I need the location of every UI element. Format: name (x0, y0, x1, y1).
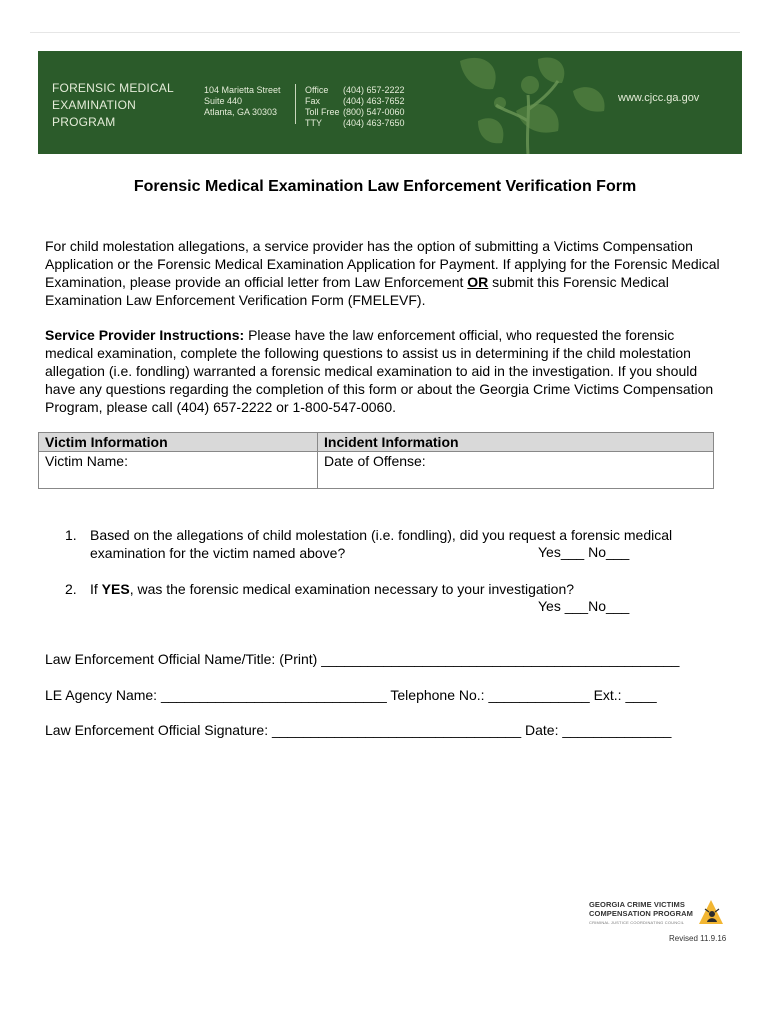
banner-divider (295, 84, 296, 124)
official-name-title-field[interactable]: Law Enforcement Official Name/Title: (Print) ______________________________________________ (45, 651, 680, 667)
or-emphasis: OR (467, 274, 489, 290)
website-link[interactable]: www.cjcc.ga.gov (618, 92, 700, 104)
contact-numbers (305, 85, 405, 129)
program-address: 104 Marietta Street Suite 440 Atlanta, GA 30303 (204, 85, 281, 117)
victim-column (45, 433, 315, 488)
leaf-illustration (438, 51, 638, 154)
incident-info-header: Incident Information (324, 434, 459, 450)
header-banner (38, 51, 742, 154)
gcvcp-emblem-icon (697, 898, 725, 926)
revision-date: Revised 11.9.16 (669, 934, 727, 943)
information-table (38, 432, 714, 489)
contact-office: Office (404) 657-2222 (305, 85, 405, 95)
page-top-rule (30, 32, 740, 33)
question-2-yes-no[interactable]: Yes ___No___ (538, 598, 630, 614)
form-title: Forensic Medical Examination Law Enforcement Verification Form (133, 178, 637, 195)
contact-toll-free: Toll Free (800) 547-0060 (305, 107, 405, 117)
incident-column (324, 433, 704, 488)
victim-name-field[interactable]: Victim Name: (45, 453, 128, 469)
program-name: FORENSIC MEDICAL EXAMINATION PROGRAM (52, 81, 174, 129)
contact-fax: Fax (404) 463-7652 (305, 96, 405, 106)
question-1-yes-no[interactable]: Yes___ No___ (538, 544, 630, 560)
agency-phone-ext-field[interactable]: LE Agency Name: _____________________________ Telephone No.: _____________ Ext.: ____ (45, 687, 657, 703)
contact-tty: TTY (404) 463-7650 (305, 118, 405, 128)
instructions-paragraph: Service Provider Instructions: Please have the law enforcement official, who requested the forensic medical examination, complete the following questions to assist us in determining if the child molestation allegation (i.e. fondling) warranted a forensic medical examination to aid in the investigation. If you should have any questions regarding the completion of this form or about the Georgia Crime Victims Compensation Program, please call (404) 657-2222 or 1-800-547-0060. (45, 327, 714, 415)
victim-info-header: Victim Information (45, 434, 168, 450)
instructions-label: Service Provider Instructions: (45, 327, 245, 343)
table-column-divider (317, 433, 318, 488)
date-of-offense-field[interactable]: Date of Offense: (324, 453, 426, 469)
signature-date-field[interactable]: Law Enforcement Official Signature: ________________________________ Date: ______________ (45, 722, 672, 738)
intro-paragraph: For child molestation allegations, a service provider has the option of submitting a Victims Compensation Application or the Forensic Medical Examination Application for Payment. If applying for the Forensic Medical Examination, please provide an official letter from Law Enforcement OR submit this Forensic Medical Examination Law Enforcement Verification Form (FMELEVF). (45, 238, 720, 308)
gcvcp-logo: GEORGIA CRIME VICTIMS COMPENSATION PROGRAM CRIMINAL JUSTICE COORDINATING COUNCIL (589, 898, 725, 928)
